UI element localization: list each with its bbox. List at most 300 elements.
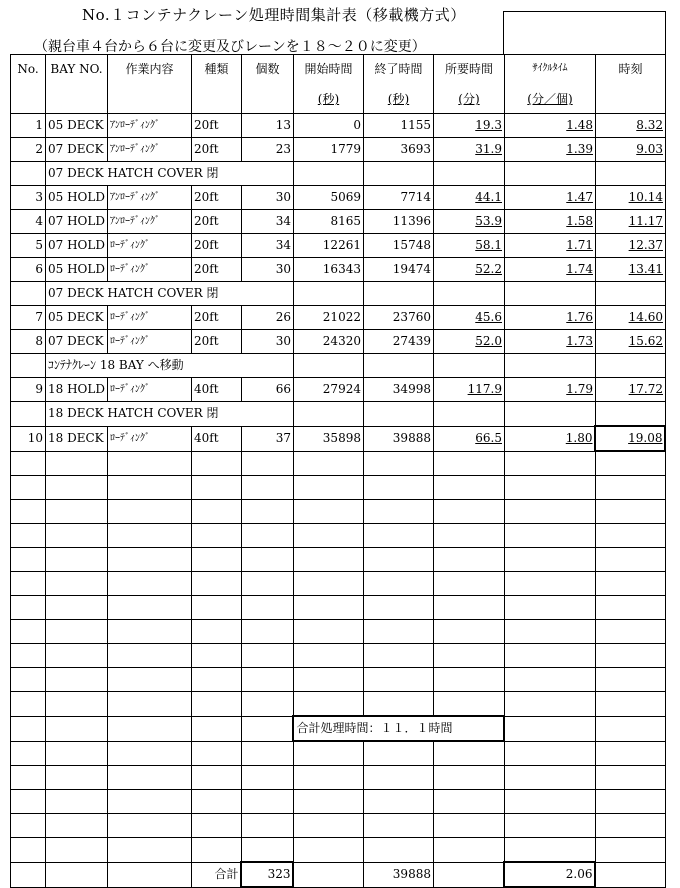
cell-empty bbox=[504, 766, 595, 790]
cell-empty bbox=[191, 790, 241, 814]
cell-empty bbox=[11, 548, 46, 572]
cell-type: 40ft bbox=[191, 378, 241, 402]
cell-empty bbox=[107, 548, 191, 572]
note-cell: 07 DECK HATCH COVER 閉 bbox=[46, 282, 294, 306]
cell-empty bbox=[191, 620, 241, 644]
cell-count: 30 bbox=[241, 186, 293, 210]
cell-empty bbox=[11, 524, 46, 548]
cell-empty bbox=[107, 838, 191, 863]
cell-empty bbox=[595, 282, 665, 306]
empty-row bbox=[11, 500, 666, 524]
cell-duration: 117.9 bbox=[433, 378, 504, 402]
table-row bbox=[11, 138, 666, 162]
col-header-time: 時刻 bbox=[595, 55, 665, 114]
empty-row bbox=[11, 524, 666, 548]
cell-empty bbox=[595, 766, 665, 790]
empty-row bbox=[11, 741, 666, 766]
cell-empty bbox=[595, 790, 665, 814]
cell-end: 1155 bbox=[363, 114, 433, 138]
cell-cycle: 1.73 bbox=[504, 330, 595, 354]
cell-empty bbox=[433, 814, 504, 838]
cell-empty bbox=[595, 741, 665, 766]
cell-type: 20ft bbox=[191, 114, 241, 138]
totals-label: 合計 bbox=[191, 862, 241, 887]
cell-end: 11396 bbox=[363, 210, 433, 234]
empty-row bbox=[11, 620, 666, 644]
cell-type: 40ft bbox=[191, 426, 241, 451]
cell-empty bbox=[11, 766, 46, 790]
cell-empty bbox=[293, 838, 363, 863]
col-header-end: 終了時間 (秒) bbox=[363, 55, 433, 114]
cell-duration: 53.9 bbox=[433, 210, 504, 234]
cell-empty bbox=[11, 692, 46, 717]
cell-time: 8.32 bbox=[595, 114, 665, 138]
cell-empty bbox=[241, 741, 293, 766]
header-row bbox=[11, 55, 666, 114]
cell-time: 15.62 bbox=[595, 330, 665, 354]
cell-empty bbox=[46, 524, 108, 548]
cell-empty bbox=[11, 282, 46, 306]
cell-empty bbox=[191, 668, 241, 692]
cell-empty bbox=[433, 692, 504, 717]
cell-empty bbox=[191, 716, 241, 741]
col-header-cycle: ｻｲｸﾙﾀｲﾑ (分／個) bbox=[504, 55, 595, 114]
cell-empty bbox=[293, 162, 363, 186]
cell-empty bbox=[595, 692, 665, 717]
cell-empty bbox=[504, 572, 595, 596]
cell-empty bbox=[11, 741, 46, 766]
cell-empty bbox=[107, 451, 191, 476]
cell-time: 10.14 bbox=[595, 186, 665, 210]
cell-work: ﾛｰﾃﾞｨﾝｸﾞ bbox=[107, 378, 191, 402]
cell-empty bbox=[363, 282, 433, 306]
cell-empty bbox=[241, 644, 293, 668]
cell-empty bbox=[46, 814, 108, 838]
table-row bbox=[11, 378, 666, 402]
cell-empty bbox=[107, 692, 191, 717]
cell-no: 4 bbox=[11, 210, 46, 234]
cell-empty bbox=[433, 790, 504, 814]
totals-row bbox=[11, 862, 666, 887]
start-unit: (秒) bbox=[317, 92, 340, 106]
cell-no: 6 bbox=[11, 258, 46, 282]
cell-cycle: 1.47 bbox=[504, 186, 595, 210]
cell-start: 5069 bbox=[293, 186, 363, 210]
cell-work: ｱﾝﾛｰﾃﾞｨﾝｸﾞ bbox=[107, 186, 191, 210]
cell-work: ｱﾝﾛｰﾃﾞｨﾝｸﾞ bbox=[107, 210, 191, 234]
cell-empty bbox=[191, 766, 241, 790]
cell-type: 20ft bbox=[191, 210, 241, 234]
cell-empty bbox=[363, 766, 433, 790]
page-subtitle: （親台車４台から６台に変更及びレーンを１８～２０に変更） bbox=[34, 39, 426, 55]
cell-empty bbox=[107, 790, 191, 814]
cell-type: 20ft bbox=[191, 330, 241, 354]
cell-empty bbox=[241, 548, 293, 572]
cell-empty bbox=[293, 814, 363, 838]
cell-no: 9 bbox=[11, 378, 46, 402]
cell-empty bbox=[107, 862, 191, 887]
header-box bbox=[503, 11, 666, 55]
cell-empty bbox=[504, 838, 595, 863]
cell-empty bbox=[11, 476, 46, 500]
empty-row bbox=[11, 790, 666, 814]
cell-empty bbox=[11, 572, 46, 596]
cell-empty bbox=[293, 766, 363, 790]
cell-empty bbox=[107, 766, 191, 790]
cell-empty bbox=[504, 162, 595, 186]
cell-empty bbox=[191, 476, 241, 500]
cell-cycle: 1.74 bbox=[504, 258, 595, 282]
cell-empty bbox=[363, 402, 433, 427]
cell-empty bbox=[293, 790, 363, 814]
table-row bbox=[11, 114, 666, 138]
cell-duration: 45.6 bbox=[433, 306, 504, 330]
cell-empty bbox=[504, 716, 595, 741]
cell-empty bbox=[293, 524, 363, 548]
cell-empty bbox=[191, 572, 241, 596]
cell-empty bbox=[46, 451, 108, 476]
cell-empty bbox=[363, 838, 433, 863]
cell-start: 8165 bbox=[293, 210, 363, 234]
table-row bbox=[11, 210, 666, 234]
cell-count: 34 bbox=[241, 234, 293, 258]
cell-empty bbox=[433, 476, 504, 500]
cell-empty bbox=[11, 790, 46, 814]
cell-count: 66 bbox=[241, 378, 293, 402]
cell-empty bbox=[504, 741, 595, 766]
col-header-start: 開始時間 (秒) bbox=[293, 55, 363, 114]
cell-empty bbox=[191, 548, 241, 572]
cell-empty bbox=[241, 692, 293, 717]
cell-empty bbox=[433, 620, 504, 644]
cell-bay: 05 HOLD bbox=[46, 258, 108, 282]
empty-row bbox=[11, 766, 666, 790]
cell-no: 3 bbox=[11, 186, 46, 210]
cell-no: 7 bbox=[11, 306, 46, 330]
cell-bay: 07 HOLD bbox=[46, 234, 108, 258]
cell-no: 2 bbox=[11, 138, 46, 162]
cell-empty bbox=[11, 162, 46, 186]
cell-work: ｱﾝﾛｰﾃﾞｨﾝｸﾞ bbox=[107, 138, 191, 162]
cell-empty bbox=[11, 620, 46, 644]
cell-duration: 58.1 bbox=[433, 234, 504, 258]
cell-empty bbox=[46, 716, 108, 741]
cell-duration: 52.0 bbox=[433, 330, 504, 354]
cell-empty bbox=[363, 548, 433, 572]
note-row bbox=[11, 402, 666, 427]
cell-empty bbox=[46, 620, 108, 644]
table-row bbox=[11, 258, 666, 282]
cell-empty bbox=[433, 500, 504, 524]
cell-empty bbox=[241, 476, 293, 500]
cell-empty bbox=[504, 500, 595, 524]
col-header-duration: 所要時間 (分) bbox=[433, 55, 504, 114]
cell-empty bbox=[363, 814, 433, 838]
cell-empty bbox=[363, 741, 433, 766]
note-row bbox=[11, 162, 666, 186]
cell-bay: 07 DECK bbox=[46, 138, 108, 162]
cell-start: 12261 bbox=[293, 234, 363, 258]
cell-empty bbox=[595, 596, 665, 620]
cell-no: 1 bbox=[11, 114, 46, 138]
cell-cycle: 1.58 bbox=[504, 210, 595, 234]
cell-empty bbox=[595, 620, 665, 644]
cell-empty bbox=[107, 524, 191, 548]
cell-end: 3693 bbox=[363, 138, 433, 162]
cell-empty bbox=[363, 620, 433, 644]
cell-bay: 05 DECK bbox=[46, 114, 108, 138]
cell-empty bbox=[11, 862, 46, 887]
cell-empty bbox=[433, 548, 504, 572]
cell-empty bbox=[595, 644, 665, 668]
cell-empty bbox=[191, 741, 241, 766]
cell-end: 34998 bbox=[363, 378, 433, 402]
cell-type: 20ft bbox=[191, 258, 241, 282]
cell-empty bbox=[433, 766, 504, 790]
cell-start: 21022 bbox=[293, 306, 363, 330]
cell-empty bbox=[11, 668, 46, 692]
cell-empty bbox=[363, 790, 433, 814]
cell-time: 11.17 bbox=[595, 210, 665, 234]
cell-empty bbox=[46, 838, 108, 863]
cell-cycle: 1.79 bbox=[504, 378, 595, 402]
cell-empty bbox=[293, 596, 363, 620]
cell-empty bbox=[241, 596, 293, 620]
empty-row bbox=[11, 668, 666, 692]
cell-work: ﾛｰﾃﾞｨﾝｸﾞ bbox=[107, 234, 191, 258]
cell-empty bbox=[107, 814, 191, 838]
cell-empty bbox=[504, 790, 595, 814]
cell-cycle: 1.48 bbox=[504, 114, 595, 138]
cell-cycle: 1.39 bbox=[504, 138, 595, 162]
cell-empty bbox=[595, 572, 665, 596]
cell-work: ﾛｰﾃﾞｨﾝｸﾞ bbox=[107, 330, 191, 354]
cell-empty bbox=[293, 741, 363, 766]
summary-table bbox=[10, 54, 666, 888]
cell-end: 23760 bbox=[363, 306, 433, 330]
cell-empty bbox=[433, 596, 504, 620]
cell-empty bbox=[191, 644, 241, 668]
cell-empty bbox=[595, 476, 665, 500]
cell-empty bbox=[241, 790, 293, 814]
cell-bay: 07 HOLD bbox=[46, 210, 108, 234]
cell-empty bbox=[191, 500, 241, 524]
cell-empty bbox=[595, 862, 665, 887]
cell-empty bbox=[241, 814, 293, 838]
cell-bay: 18 HOLD bbox=[46, 378, 108, 402]
cell-count: 26 bbox=[241, 306, 293, 330]
cell-empty bbox=[504, 548, 595, 572]
cell-count: 13 bbox=[241, 114, 293, 138]
cell-empty bbox=[504, 524, 595, 548]
cell-empty bbox=[46, 668, 108, 692]
cell-end: 7714 bbox=[363, 186, 433, 210]
cell-empty bbox=[433, 402, 504, 427]
note-cell: 07 DECK HATCH COVER 閉 bbox=[46, 162, 294, 186]
cell-start: 1779 bbox=[293, 138, 363, 162]
cell-empty bbox=[595, 500, 665, 524]
cell-empty bbox=[241, 668, 293, 692]
cell-empty bbox=[363, 572, 433, 596]
cell-empty bbox=[293, 476, 363, 500]
cell-empty bbox=[293, 572, 363, 596]
cell-no: 8 bbox=[11, 330, 46, 354]
cell-empty bbox=[107, 500, 191, 524]
cell-empty bbox=[595, 162, 665, 186]
note-row bbox=[11, 354, 666, 378]
cell-empty bbox=[11, 596, 46, 620]
cycle-unit: (分／個) bbox=[527, 92, 573, 106]
empty-row bbox=[11, 476, 666, 500]
cell-end: 27439 bbox=[363, 330, 433, 354]
cell-bay: 18 DECK bbox=[46, 426, 108, 451]
total-processing-time: 合計処理時間：１１．１時間 bbox=[293, 716, 504, 741]
cell-empty bbox=[433, 862, 504, 887]
col-header-type: 種類 bbox=[191, 55, 241, 114]
cell-empty bbox=[191, 692, 241, 717]
cell-work: ｱﾝﾛｰﾃﾞｨﾝｸﾞ bbox=[107, 114, 191, 138]
cell-duration: 31.9 bbox=[433, 138, 504, 162]
cell-empty bbox=[433, 354, 504, 378]
cell-empty bbox=[241, 500, 293, 524]
totals-cycle: 2.06 bbox=[504, 862, 595, 887]
empty-row bbox=[11, 644, 666, 668]
cell-empty bbox=[504, 692, 595, 717]
table-row bbox=[11, 330, 666, 354]
cell-empty bbox=[46, 644, 108, 668]
cell-empty bbox=[363, 692, 433, 717]
cell-empty bbox=[504, 814, 595, 838]
cell-empty bbox=[11, 402, 46, 427]
cell-empty bbox=[191, 596, 241, 620]
cell-empty bbox=[107, 644, 191, 668]
cell-time: 17.72 bbox=[595, 378, 665, 402]
cell-empty bbox=[241, 524, 293, 548]
note-cell: ｺﾝﾃﾅｸﾚｰﾝ 18 BAY へ移動 bbox=[46, 354, 294, 378]
total-time-row bbox=[11, 716, 666, 741]
cell-time: 19.08 bbox=[595, 426, 665, 451]
cell-empty bbox=[46, 692, 108, 717]
duration-unit: (分) bbox=[458, 92, 480, 106]
cell-empty bbox=[293, 402, 363, 427]
cell-count: 34 bbox=[241, 210, 293, 234]
cell-empty bbox=[363, 524, 433, 548]
cell-empty bbox=[363, 596, 433, 620]
cell-empty bbox=[433, 524, 504, 548]
cell-empty bbox=[504, 451, 595, 476]
cell-empty bbox=[504, 476, 595, 500]
cell-count: 30 bbox=[241, 258, 293, 282]
cell-work: ﾛｰﾃﾞｨﾝｸﾞ bbox=[107, 306, 191, 330]
cell-empty bbox=[504, 668, 595, 692]
cell-time: 13.41 bbox=[595, 258, 665, 282]
cell-empty bbox=[241, 572, 293, 596]
cell-count: 30 bbox=[241, 330, 293, 354]
cell-empty bbox=[363, 476, 433, 500]
cell-empty bbox=[504, 402, 595, 427]
cell-empty bbox=[363, 644, 433, 668]
cell-count: 37 bbox=[241, 426, 293, 451]
cell-empty bbox=[107, 596, 191, 620]
cell-type: 20ft bbox=[191, 234, 241, 258]
cell-cycle: 1.80 bbox=[504, 426, 595, 451]
cell-empty bbox=[433, 741, 504, 766]
cell-empty bbox=[191, 451, 241, 476]
cell-empty bbox=[293, 548, 363, 572]
cell-empty bbox=[107, 620, 191, 644]
cell-start: 0 bbox=[293, 114, 363, 138]
cell-empty bbox=[107, 741, 191, 766]
cell-empty bbox=[191, 838, 241, 863]
cell-empty bbox=[433, 451, 504, 476]
cell-empty bbox=[293, 862, 363, 887]
cell-cycle: 1.71 bbox=[504, 234, 595, 258]
cell-start: 16343 bbox=[293, 258, 363, 282]
cell-empty bbox=[433, 162, 504, 186]
cell-work: ﾛｰﾃﾞｨﾝｸﾞ bbox=[107, 426, 191, 451]
cell-end: 15748 bbox=[363, 234, 433, 258]
empty-row bbox=[11, 692, 666, 717]
cell-empty bbox=[46, 548, 108, 572]
cell-bay: 05 HOLD bbox=[46, 186, 108, 210]
totals-count: 323 bbox=[241, 862, 293, 887]
cell-empty bbox=[433, 572, 504, 596]
cell-duration: 19.3 bbox=[433, 114, 504, 138]
cell-empty bbox=[293, 620, 363, 644]
cell-end: 39888 bbox=[363, 426, 433, 451]
cell-empty bbox=[433, 282, 504, 306]
cell-empty bbox=[595, 451, 665, 476]
cell-empty bbox=[293, 644, 363, 668]
cell-empty bbox=[363, 668, 433, 692]
page-title: No.１コンテナクレーン処理時間集計表（移載機方式） bbox=[82, 6, 466, 24]
col-header-count: 個数 bbox=[241, 55, 293, 114]
cell-count: 23 bbox=[241, 138, 293, 162]
empty-row bbox=[11, 814, 666, 838]
cell-empty bbox=[433, 668, 504, 692]
note-cell: 18 DECK HATCH COVER 閉 bbox=[46, 402, 294, 427]
cell-empty bbox=[504, 644, 595, 668]
cell-empty bbox=[11, 838, 46, 863]
totals-end: 39888 bbox=[363, 862, 433, 887]
cell-empty bbox=[241, 620, 293, 644]
cell-no: 5 bbox=[11, 234, 46, 258]
table-row bbox=[11, 186, 666, 210]
empty-row bbox=[11, 596, 666, 620]
table-row bbox=[11, 306, 666, 330]
cell-start: 35898 bbox=[293, 426, 363, 451]
cell-empty bbox=[191, 524, 241, 548]
cell-empty bbox=[241, 451, 293, 476]
cell-empty bbox=[595, 838, 665, 863]
cell-empty bbox=[241, 766, 293, 790]
cell-empty bbox=[293, 668, 363, 692]
cell-empty bbox=[595, 668, 665, 692]
cell-duration: 44.1 bbox=[433, 186, 504, 210]
cell-empty bbox=[107, 476, 191, 500]
cell-empty bbox=[107, 572, 191, 596]
cell-empty bbox=[107, 716, 191, 741]
cell-empty bbox=[191, 814, 241, 838]
note-row bbox=[11, 282, 666, 306]
cell-empty bbox=[46, 790, 108, 814]
empty-row bbox=[11, 572, 666, 596]
cell-time: 14.60 bbox=[595, 306, 665, 330]
cell-empty bbox=[595, 402, 665, 427]
cell-empty bbox=[504, 596, 595, 620]
cell-empty bbox=[293, 354, 363, 378]
cell-cycle: 1.76 bbox=[504, 306, 595, 330]
